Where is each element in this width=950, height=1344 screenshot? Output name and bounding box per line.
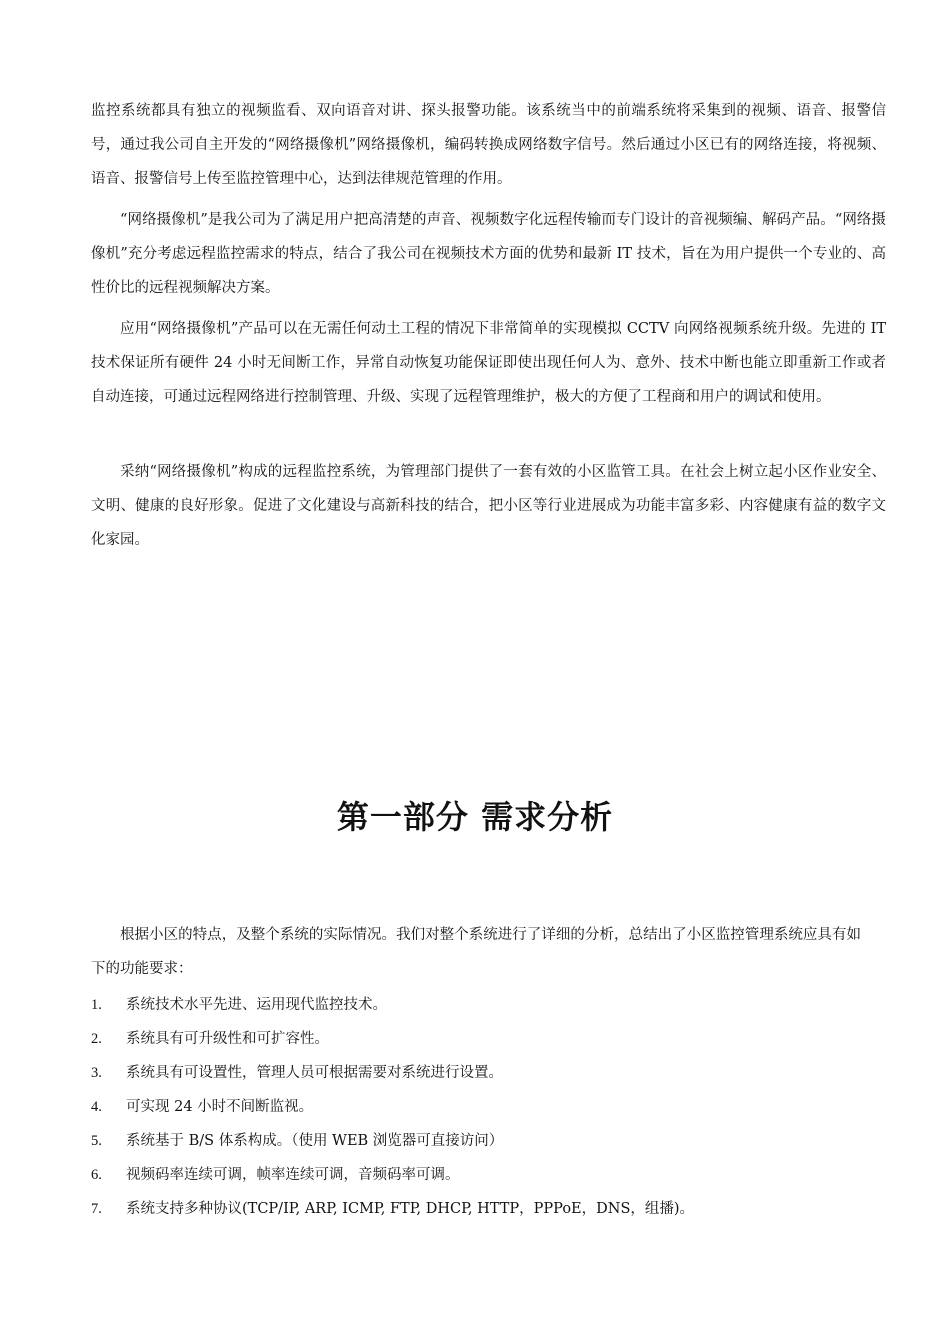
- list-item-text: 系统技术水平先进、运用现代监控技术。: [126, 997, 387, 1013]
- list-item: [91, 1090, 891, 1124]
- list-item-number: 6.: [91, 1167, 102, 1183]
- list-item-text: 视频码率连续可调，帧率连续可调，音频码率可调。: [126, 1167, 460, 1183]
- list-item: [91, 1192, 891, 1226]
- list-item-text: 系统具有可设置性，管理人员可根据需要对系统进行设置。: [126, 1065, 503, 1081]
- list-item-text: 系统基于 B/S 体系构成。（使用 WEB 浏览器可直接访问）: [126, 1133, 504, 1149]
- list-item-number: 3.: [91, 1065, 102, 1081]
- list-item-text: 系统支持多种协议(TCP/IP, ARP, ICMP, FTP, DHCP, HTTP，PPPoE，DNS，组播)。: [126, 1201, 695, 1217]
- paragraph-system-overview: 监控系统都具有独立的视频监看、双向语音对讲、探头报警功能。该系统当中的前端系统将采集到的视频、语音、报警信号，通过我公司自主开发的“网络摄像机”网络摄像机，编码转换成网络数字信号。然后通过小区已有的网络连接，将视频、语音、报警信号上传至监控管理中心，达到法律规范管理的作用。: [91, 103, 886, 187]
- list-item: [91, 1124, 891, 1158]
- list-item: [91, 988, 891, 1022]
- list-item-text: 可实现 24 小时不间断监视。: [126, 1099, 314, 1115]
- list-item: [91, 1022, 891, 1056]
- list-item-number: 7.: [91, 1201, 102, 1217]
- list-item: [91, 1158, 891, 1192]
- paragraph-remote-monitoring-benefits: 采纳“网络摄像机”构成的远程监控系统，为管理部门提供了一套有效的小区监管工具。在社会上树立起小区作业安全、文明、健康的良好形象。促进了文化建设与高新科技的结合，把小区等行业进展成为功能丰富多彩、内容健康有益的数字文化家园。: [91, 464, 886, 548]
- paragraph-network-camera-intro: “网络摄像机”是我公司为了满足用户把高清楚的声音、视频数字化远程传输而专门设计的音视频编、解码产品。“网络摄像机”充分考虑远程监控需求的特点，结合了我公司在视频技术方面的优势和最新 IT 技术，旨在为用户提供一个专业的、高性价比的远程视频解决方案。: [91, 212, 886, 296]
- section-intro-paragraph: 根据小区的特点，及整个系统的实际情况。我们对整个系统进行了详细的分析，总结出了小区监控管理系统应具有如下的功能要求：: [91, 927, 861, 977]
- section-title: 第一部分 需求分析: [336, 798, 614, 836]
- list-item-text: 系统具有可升级性和可扩容性。: [126, 1031, 329, 1047]
- list-item-number: 5.: [91, 1133, 102, 1149]
- requirements-list: [91, 988, 891, 1226]
- list-item: [91, 1056, 891, 1090]
- list-item-number: 1.: [91, 997, 102, 1013]
- paragraph-cctv-upgrade: 应用“网络摄像机”产品可以在无需任何动土工程的情况下非常简单的实现模拟 CCTV 向网络视频系统升级。先进的 IT 技术保证所有硬件 24 小时无间断工作，异常自动恢复功能保证即使出现任何人为、意外、技术中断也能立即重新工作或者自动连接，可通过远程网络进行控制管理、升级、实现了远程管理维护，极大的方便了工程商和用户的调试和使用。: [91, 321, 886, 405]
- list-item-number: 4.: [91, 1099, 102, 1115]
- list-item-number: 2.: [91, 1031, 102, 1047]
